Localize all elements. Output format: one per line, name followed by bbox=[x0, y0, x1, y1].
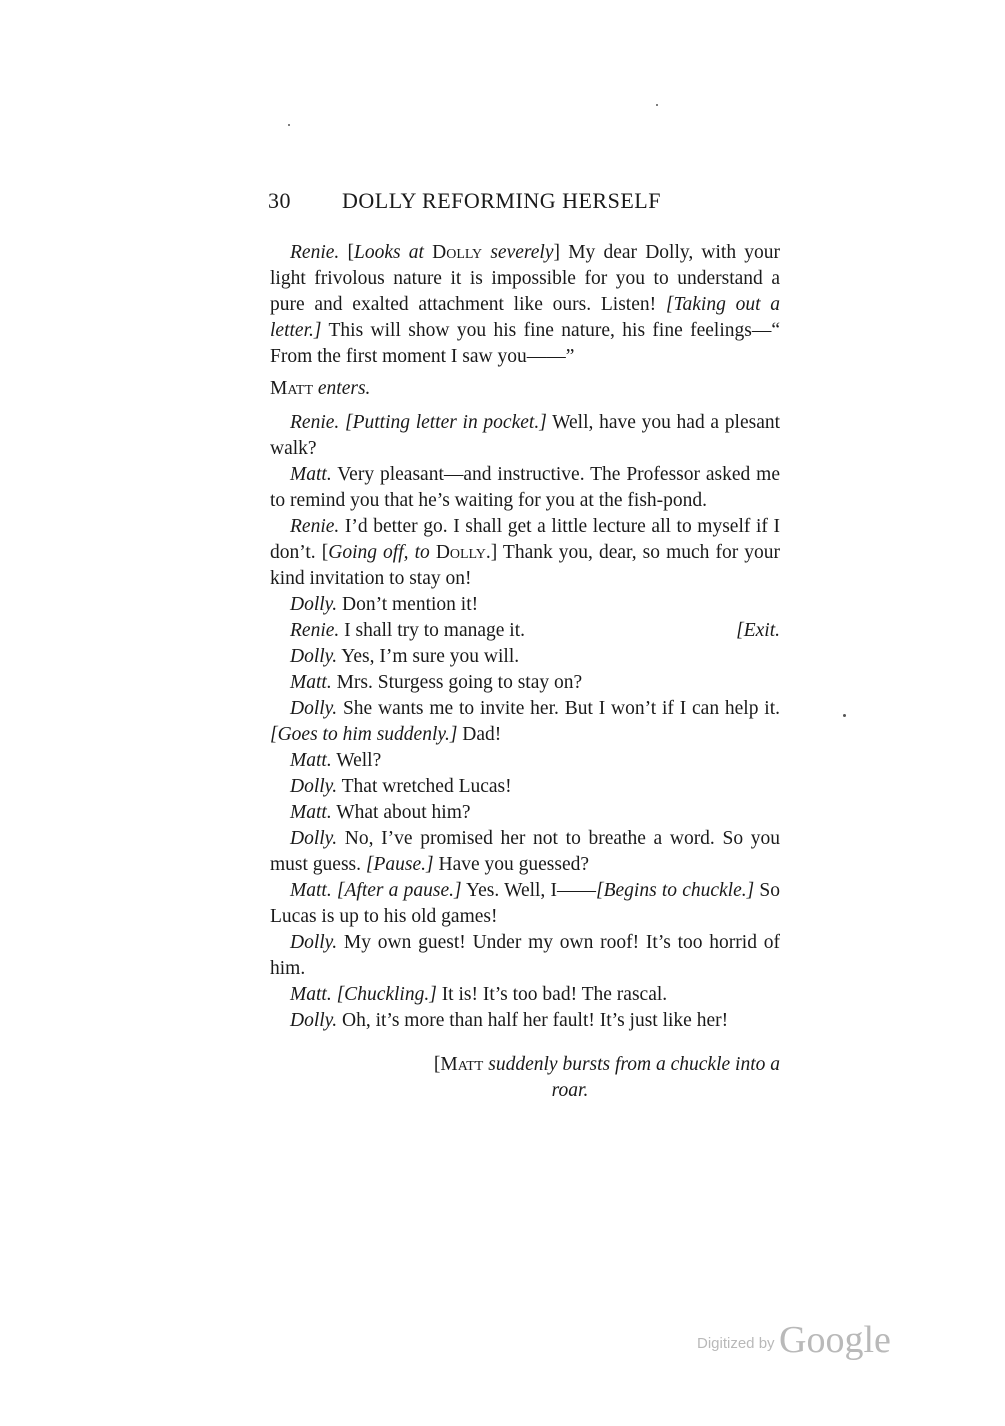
speaker-name: Renie. bbox=[290, 620, 340, 641]
scan-speck bbox=[656, 104, 658, 106]
dialogue-paragraph bbox=[270, 1008, 780, 1034]
exit-direction: [Exit. bbox=[736, 620, 780, 641]
dialogue-text: My own guest! Under my own roof! It’s too horrid of him. bbox=[270, 932, 780, 979]
speaker-name: Matt. bbox=[290, 984, 332, 1005]
dialogue-paragraph bbox=[270, 878, 780, 930]
speaker-name: Renie. bbox=[290, 516, 340, 537]
dialogue-text: Very pleasant—and instructive. The Professor asked me to remind you that he’s waiting for you at the fish-pond. bbox=[270, 464, 780, 511]
scan-speck bbox=[288, 124, 290, 126]
dialogue-paragraph: Renie. [Looks at Dolly severely] My dear Dolly, with your light frivolous nature it is impossible for you to understand a pure and exalted attachment like ours. Listen! [Taking out a letter.] This will show you his fine nature, his fine feelings—“ From the first moment I saw you——” bbox=[270, 242, 781, 367]
stage-direction: roar. bbox=[551, 1080, 589, 1101]
dialogue-text: I shall try to manage it. bbox=[339, 620, 526, 641]
stage-direction: [Pause.] bbox=[365, 854, 434, 875]
speaker-name: Dolly. bbox=[290, 698, 338, 719]
stage-direction: [Goes to him suddenly.] bbox=[270, 724, 458, 745]
stage-direction: [Putting letter in pocket.] bbox=[344, 412, 547, 433]
dialogue-paragraph bbox=[270, 982, 780, 1008]
speaker-name: Renie. bbox=[290, 242, 340, 263]
dialogue-text: It is! It’s too bad! The rascal. bbox=[436, 984, 668, 1005]
dialogue-paragraph bbox=[270, 800, 780, 826]
dialogue-text: Thank you, dear, so much for your kind invitation to stay on! bbox=[270, 542, 780, 589]
dialogue-text: My dear Dolly, with your light frivolous nature it is impossible for you to understand a pure and exalted attachment like ours. Listen! bbox=[270, 242, 781, 315]
stage-entry bbox=[270, 376, 780, 402]
speaker-name: Matt. bbox=[290, 464, 332, 485]
digitized-by-label: Digitized by bbox=[697, 1335, 775, 1352]
play-text bbox=[270, 240, 780, 1104]
closing-stage-direction: [Matt suddenly bursts from a chuckle into a roar. bbox=[270, 1052, 780, 1104]
dialogue-text: No, I’ve promised her not to breathe a word. So you must guess. bbox=[270, 828, 780, 875]
dialogue-paragraph bbox=[270, 696, 780, 748]
dialogue-text: Oh, it’s more than half her fault! It’s just like her! bbox=[337, 1010, 729, 1031]
speaker-name: Dolly. bbox=[290, 828, 338, 849]
character-name: Matt bbox=[270, 378, 314, 399]
stage-direction: [After a pause.] bbox=[336, 880, 462, 901]
character-name: Dolly. bbox=[435, 542, 491, 563]
dialogue-text: Well? bbox=[331, 750, 382, 771]
dialogue-text: Mrs. Sturgess going to stay on? bbox=[331, 672, 583, 693]
stage-direction: [Begins to chuckle.] bbox=[596, 880, 755, 901]
dialogue-paragraph bbox=[270, 592, 780, 618]
dialogue-text: Don’t mention it! bbox=[337, 594, 479, 615]
character-name: Matt bbox=[440, 1054, 484, 1075]
stage-direction: [Taking out a letter.] bbox=[270, 294, 781, 341]
stage-direction: severely bbox=[490, 242, 554, 263]
speaker-name: Dolly. bbox=[290, 1010, 338, 1031]
dialogue-paragraph bbox=[270, 930, 780, 982]
speaker-name: Dolly. bbox=[290, 776, 338, 797]
dialogue-paragraph bbox=[270, 774, 780, 800]
dialogue-paragraph bbox=[270, 748, 780, 774]
running-header bbox=[268, 188, 780, 214]
stage-direction: suddenly bursts from a chuckle into a bbox=[483, 1054, 780, 1075]
dialogue-paragraph bbox=[270, 670, 780, 696]
scan-speck bbox=[843, 714, 846, 717]
speaker-name: Matt. bbox=[290, 802, 332, 823]
speaker-name: Matt. bbox=[290, 672, 332, 693]
speaker-name: Renie. bbox=[290, 412, 340, 433]
stage-direction: [Chuckling.] bbox=[336, 984, 437, 1005]
dialogue-paragraph bbox=[270, 644, 780, 670]
speaker-name: Matt. bbox=[290, 880, 332, 901]
dialogue-paragraph: Renie. I’d better go. I shall get a little lecture all to myself if I don’t. [Going off, to Dolly.] Thank you, dear, so much for your kind invitation to stay on! bbox=[270, 516, 780, 589]
speaker-name: Dolly. bbox=[290, 932, 338, 953]
stage-direction: Looks at bbox=[353, 242, 424, 263]
digitized-by-google-watermark bbox=[697, 1318, 891, 1362]
speaker-name: Matt. bbox=[290, 750, 332, 771]
dialogue-text: So Lucas is up to his old games! bbox=[270, 880, 780, 927]
dialogue-text: Yes. Well, I—— bbox=[461, 880, 596, 901]
google-logo: Google bbox=[779, 1319, 891, 1361]
dialogue-text: Dad! bbox=[457, 724, 502, 745]
dialogue-text: Well, have you had a plesant walk? bbox=[270, 412, 781, 459]
dialogue-paragraph bbox=[270, 410, 780, 462]
dialogue-text: Yes, I’m sure you will. bbox=[337, 646, 520, 667]
dialogue-paragraph bbox=[270, 826, 780, 878]
page-number: 30 bbox=[268, 188, 291, 213]
stage-direction: Going off, to bbox=[328, 542, 430, 563]
dialogue-paragraph bbox=[270, 618, 780, 644]
speaker-name: Dolly. bbox=[290, 594, 338, 615]
speaker-name: Dolly. bbox=[290, 646, 338, 667]
dialogue-text: I’d better go. I shall get a little lecture all to myself if I don’t. bbox=[270, 516, 780, 563]
dialogue-paragraph bbox=[270, 462, 780, 514]
dialogue-text: She wants me to invite her. But I won’t if I can help it. bbox=[337, 698, 780, 719]
running-title: DOLLY REFORMING HERSELF bbox=[342, 188, 661, 213]
character-name: Dolly bbox=[432, 242, 483, 263]
stage-direction: enters. bbox=[317, 378, 371, 399]
dialogue-text: What about him? bbox=[331, 802, 471, 823]
dialogue-text: This will show you his fine nature, his fine feelings—“ From the first moment I saw you——” bbox=[270, 320, 780, 367]
dialogue-text: Have you guessed? bbox=[433, 854, 590, 875]
dialogue-text: That wretched Lucas! bbox=[337, 776, 512, 797]
